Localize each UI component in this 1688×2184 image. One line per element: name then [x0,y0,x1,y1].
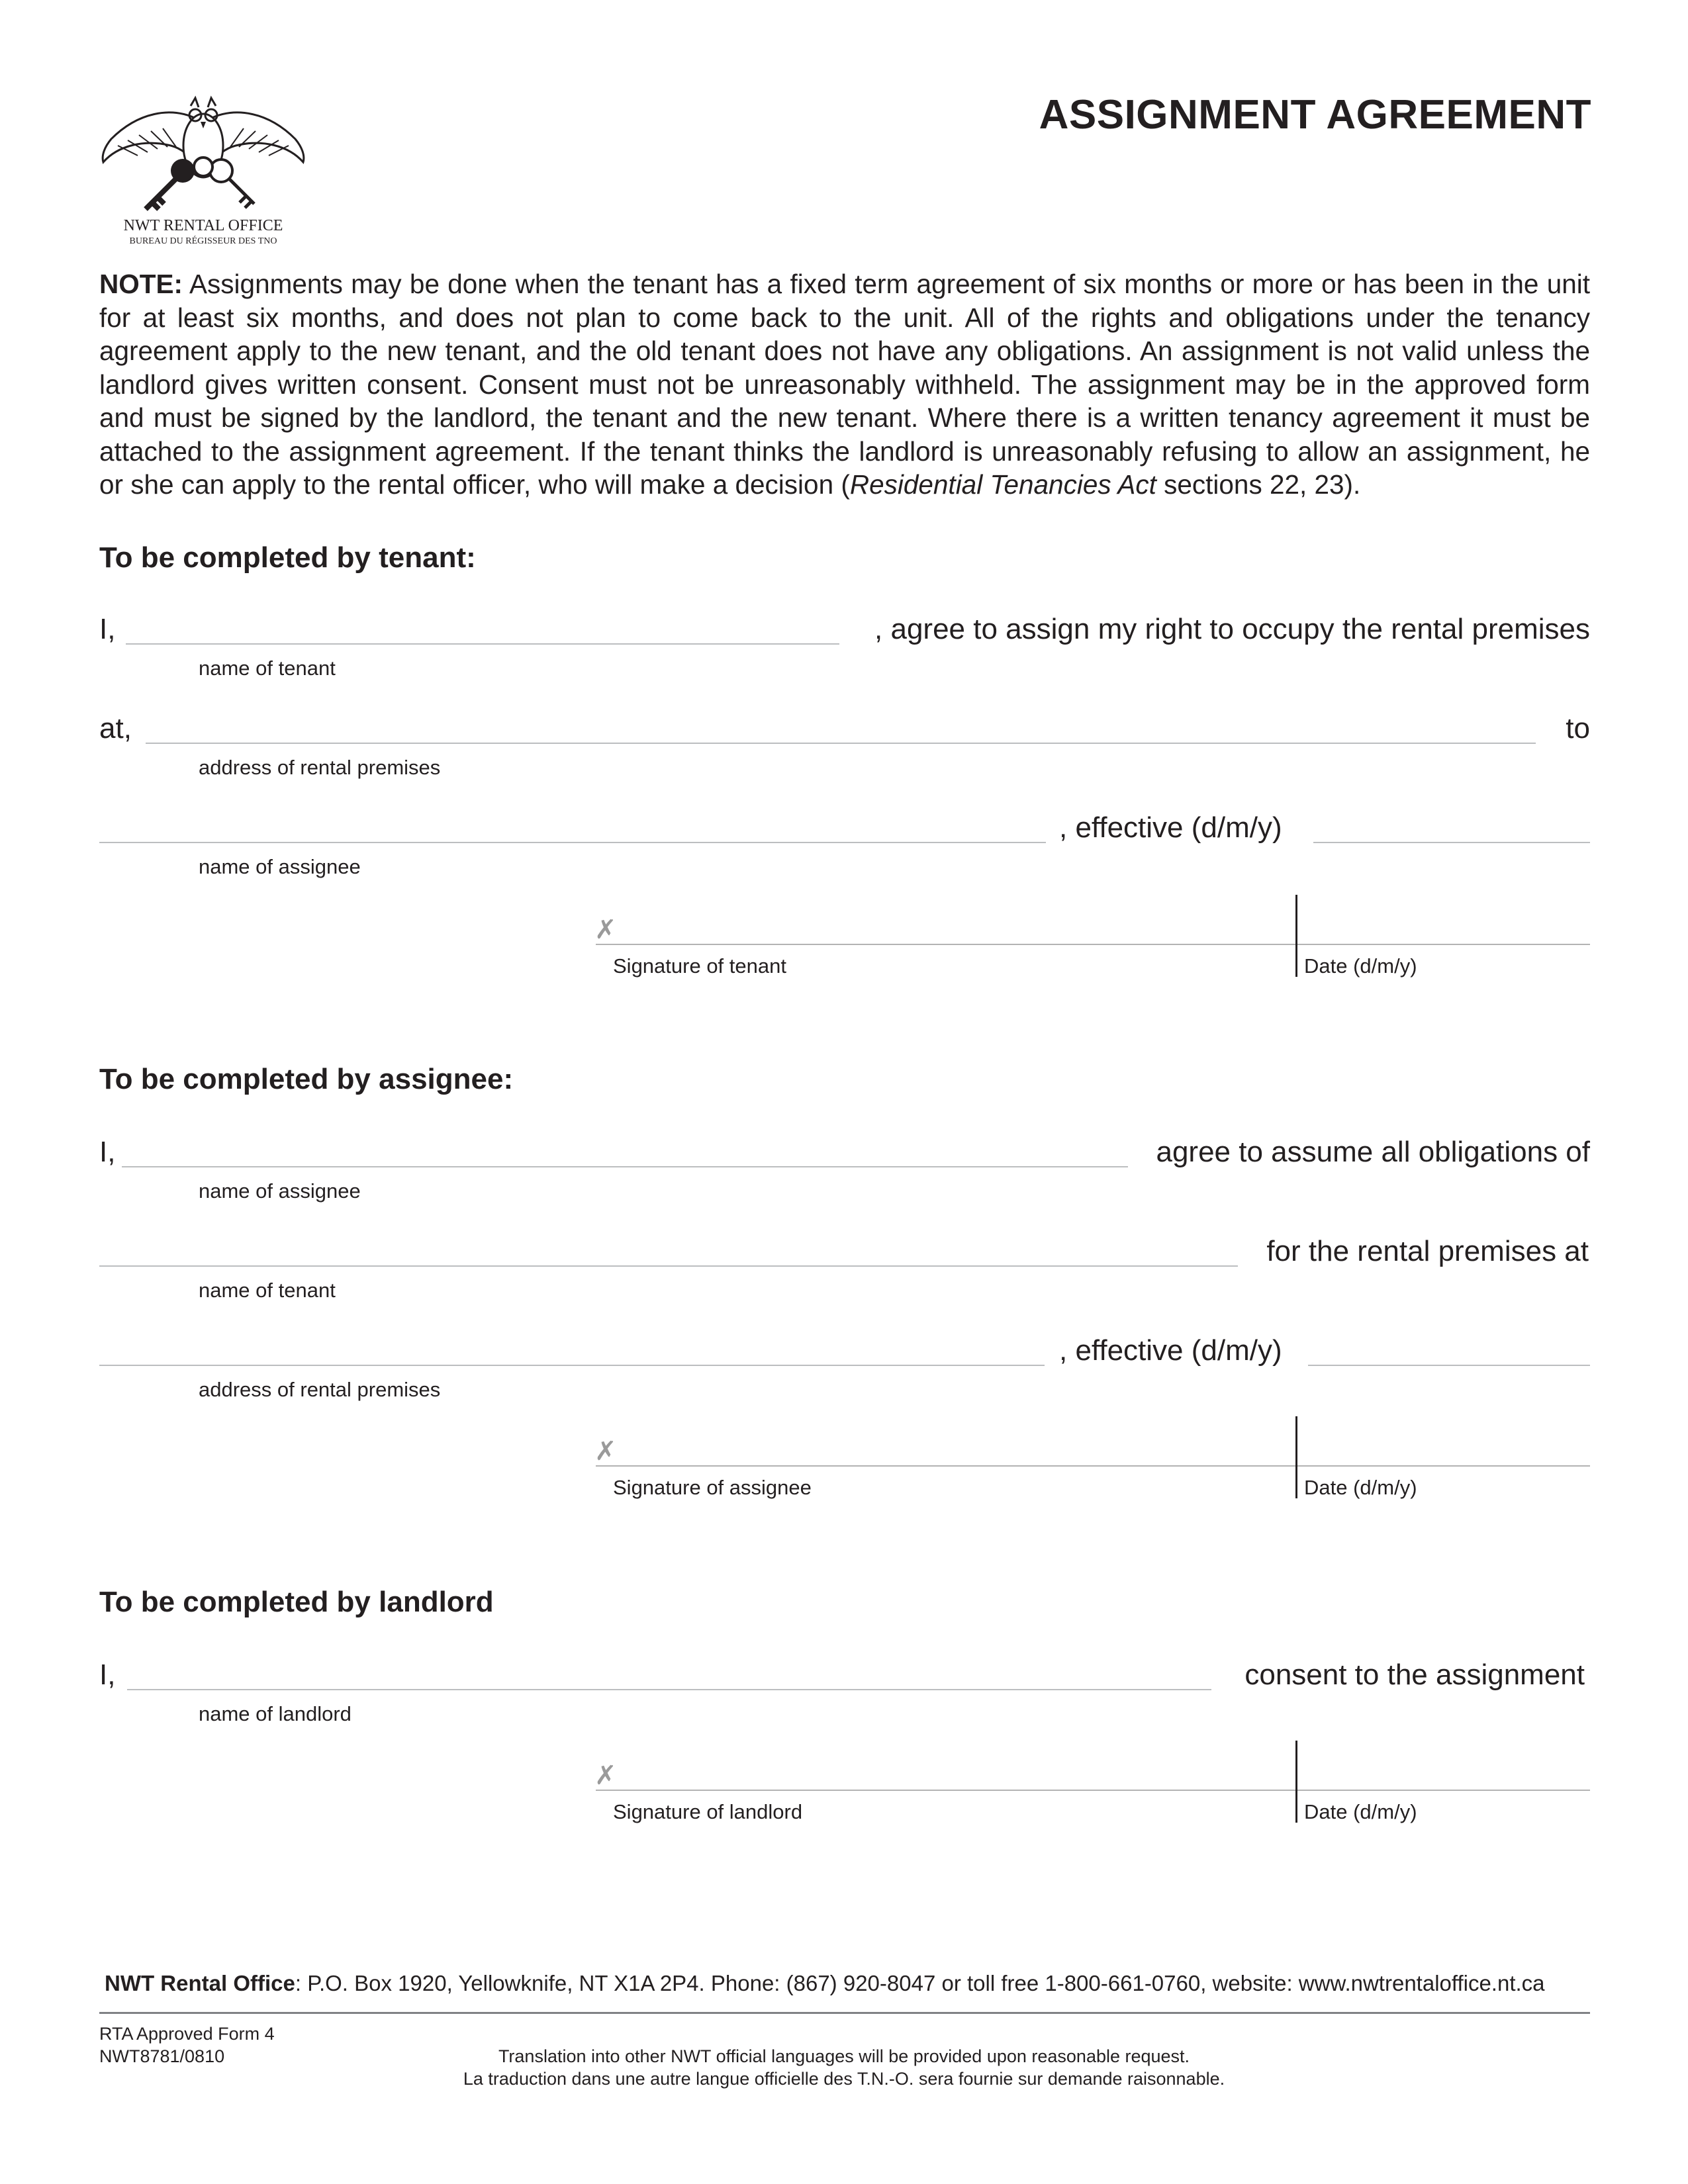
assignee-section-heading: To be completed by assignee: [99,1063,514,1095]
landlord-name-field[interactable] [127,1689,1211,1690]
assignee-address-field[interactable] [99,1365,1045,1366]
assignee-tenant-caption: name of tenant [199,1279,336,1302]
owl-keys-logo-icon [98,93,308,249]
landlord-signature-divider [1295,1741,1297,1823]
note-text-before: Assignments may be done when the tenant has a fixed term agreement of six months or more or has been in the unit for at least six months, and does not plan to come back to the unit. All of the rights and obligations under the tenancy agreement apply to the new tenant, and the old tenant does not have any obligations. An assignment is not valid unless the landlord gives written consent. Consent must not be unreasonably withheld. The assignment may be in the approved form and must be signed by the landlord, the tenant and the new tenant. Where there is a written tenancy agreement it must be attached to the assignment agreement. If the tenant thinks the landlord is unreasonably refusing to allow an assignment, he or she can apply to the rental officer, who will make a decision ( [99,269,1590,500]
assignee-line3-suffix: , effective (d/m/y) [1059,1334,1282,1367]
tenant-date-caption: Date (d/m/y) [1304,954,1417,978]
landlord-signature-field[interactable] [596,1790,1590,1791]
note-label: NOTE: [99,269,183,299]
note-text-after: sections 22, 23). [1156,469,1361,500]
footer-translation-en: Translation into other NWT official languages will be provided upon reasonable request. [498,2046,1190,2066]
landlord-section-heading: To be completed by landlord [99,1586,494,1618]
landlord-signature-caption: Signature of landlord [613,1800,803,1823]
assignee-sign-mark-icon: ✗ [594,1437,617,1466]
note-act-name: Residential Tenancies Act [849,469,1156,500]
logo-line-1: NWT RENTAL OFFICE [123,217,283,234]
landlord-sign-mark-icon: ✗ [594,1761,617,1790]
footer-office-details: : P.O. Box 1920, Yellowknife, NT X1A 2P4. Phone: (867) 920-8047 or toll free 1-800-661-0760, website: www.nwtrentaloffice.nt.ca [295,1971,1545,1995]
assignee-tenant-name-field[interactable] [99,1265,1238,1267]
note-paragraph [99,267,1590,502]
landlord-line1-prefix: I, [99,1659,116,1691]
tenant-line3-suffix: , effective (d/m/y) [1059,811,1282,844]
assignee-line2-suffix: for the rental premises at [1266,1235,1589,1267]
footer-office-label: NWT Rental Office [105,1971,295,1995]
assignee-signature-caption: Signature of assignee [613,1476,812,1499]
assignee-line1-suffix: agree to assume all obligations of [1156,1136,1590,1168]
tenant-line1-prefix: I, [99,613,116,645]
footer-contact [105,1971,1545,1996]
footer-form-code: NWT8781/0810 [99,2046,225,2066]
tenant-line2-suffix: to [1566,712,1590,745]
assignee-effective-date-field[interactable] [1308,1365,1590,1366]
tenant-section-heading: To be completed by tenant: [99,541,476,574]
tenant-sign-mark-icon: ✗ [594,915,617,944]
nwt-rental-office-logo [98,93,308,249]
footer-divider [99,2012,1590,2014]
tenant-signature-divider [1295,895,1297,977]
assignee-signature-divider [1295,1416,1297,1498]
tenant-line1-suffix: , agree to assign my right to occupy the rental premises [874,613,1590,645]
logo-line-2: BUREAU DU RÉGISSEUR DES TNO [129,236,277,246]
tenant-signature-caption: Signature of tenant [613,954,786,978]
footer-translation-fr: La traduction dans une autre langue officielle des T.N.-O. sera fournie sur demande raisonnable. [463,2069,1225,2089]
footer-form-name: RTA Approved Form 4 [99,2024,275,2044]
tenant-signature-field[interactable] [596,944,1590,945]
landlord-date-caption: Date (d/m/y) [1304,1800,1417,1823]
assignee-line1-prefix: I, [99,1136,116,1168]
tenant-name-field[interactable] [126,643,839,645]
tenant-line2-prefix: at, [99,712,132,745]
tenant-name-caption: name of tenant [199,657,336,680]
assignee-date-caption: Date (d/m/y) [1304,1476,1417,1499]
assignee-signature-field[interactable] [596,1465,1590,1467]
landlord-line1-suffix: consent to the assignment [1244,1659,1585,1691]
tenant-address-caption: address of rental premises [199,756,441,779]
assignee-name-field[interactable] [122,1166,1128,1167]
tenant-effective-date-field[interactable] [1313,842,1590,843]
tenant-assignee-name-field[interactable] [99,842,1046,843]
landlord-name-caption: name of landlord [199,1702,352,1725]
tenant-address-field[interactable] [146,743,1536,744]
assignee-name-caption: name of assignee [199,1179,361,1203]
page-title: ASSIGNMENT AGREEMENT [1039,92,1591,138]
assignee-address-caption: address of rental premises [199,1378,441,1401]
tenant-assignee-caption: name of assignee [199,855,361,878]
